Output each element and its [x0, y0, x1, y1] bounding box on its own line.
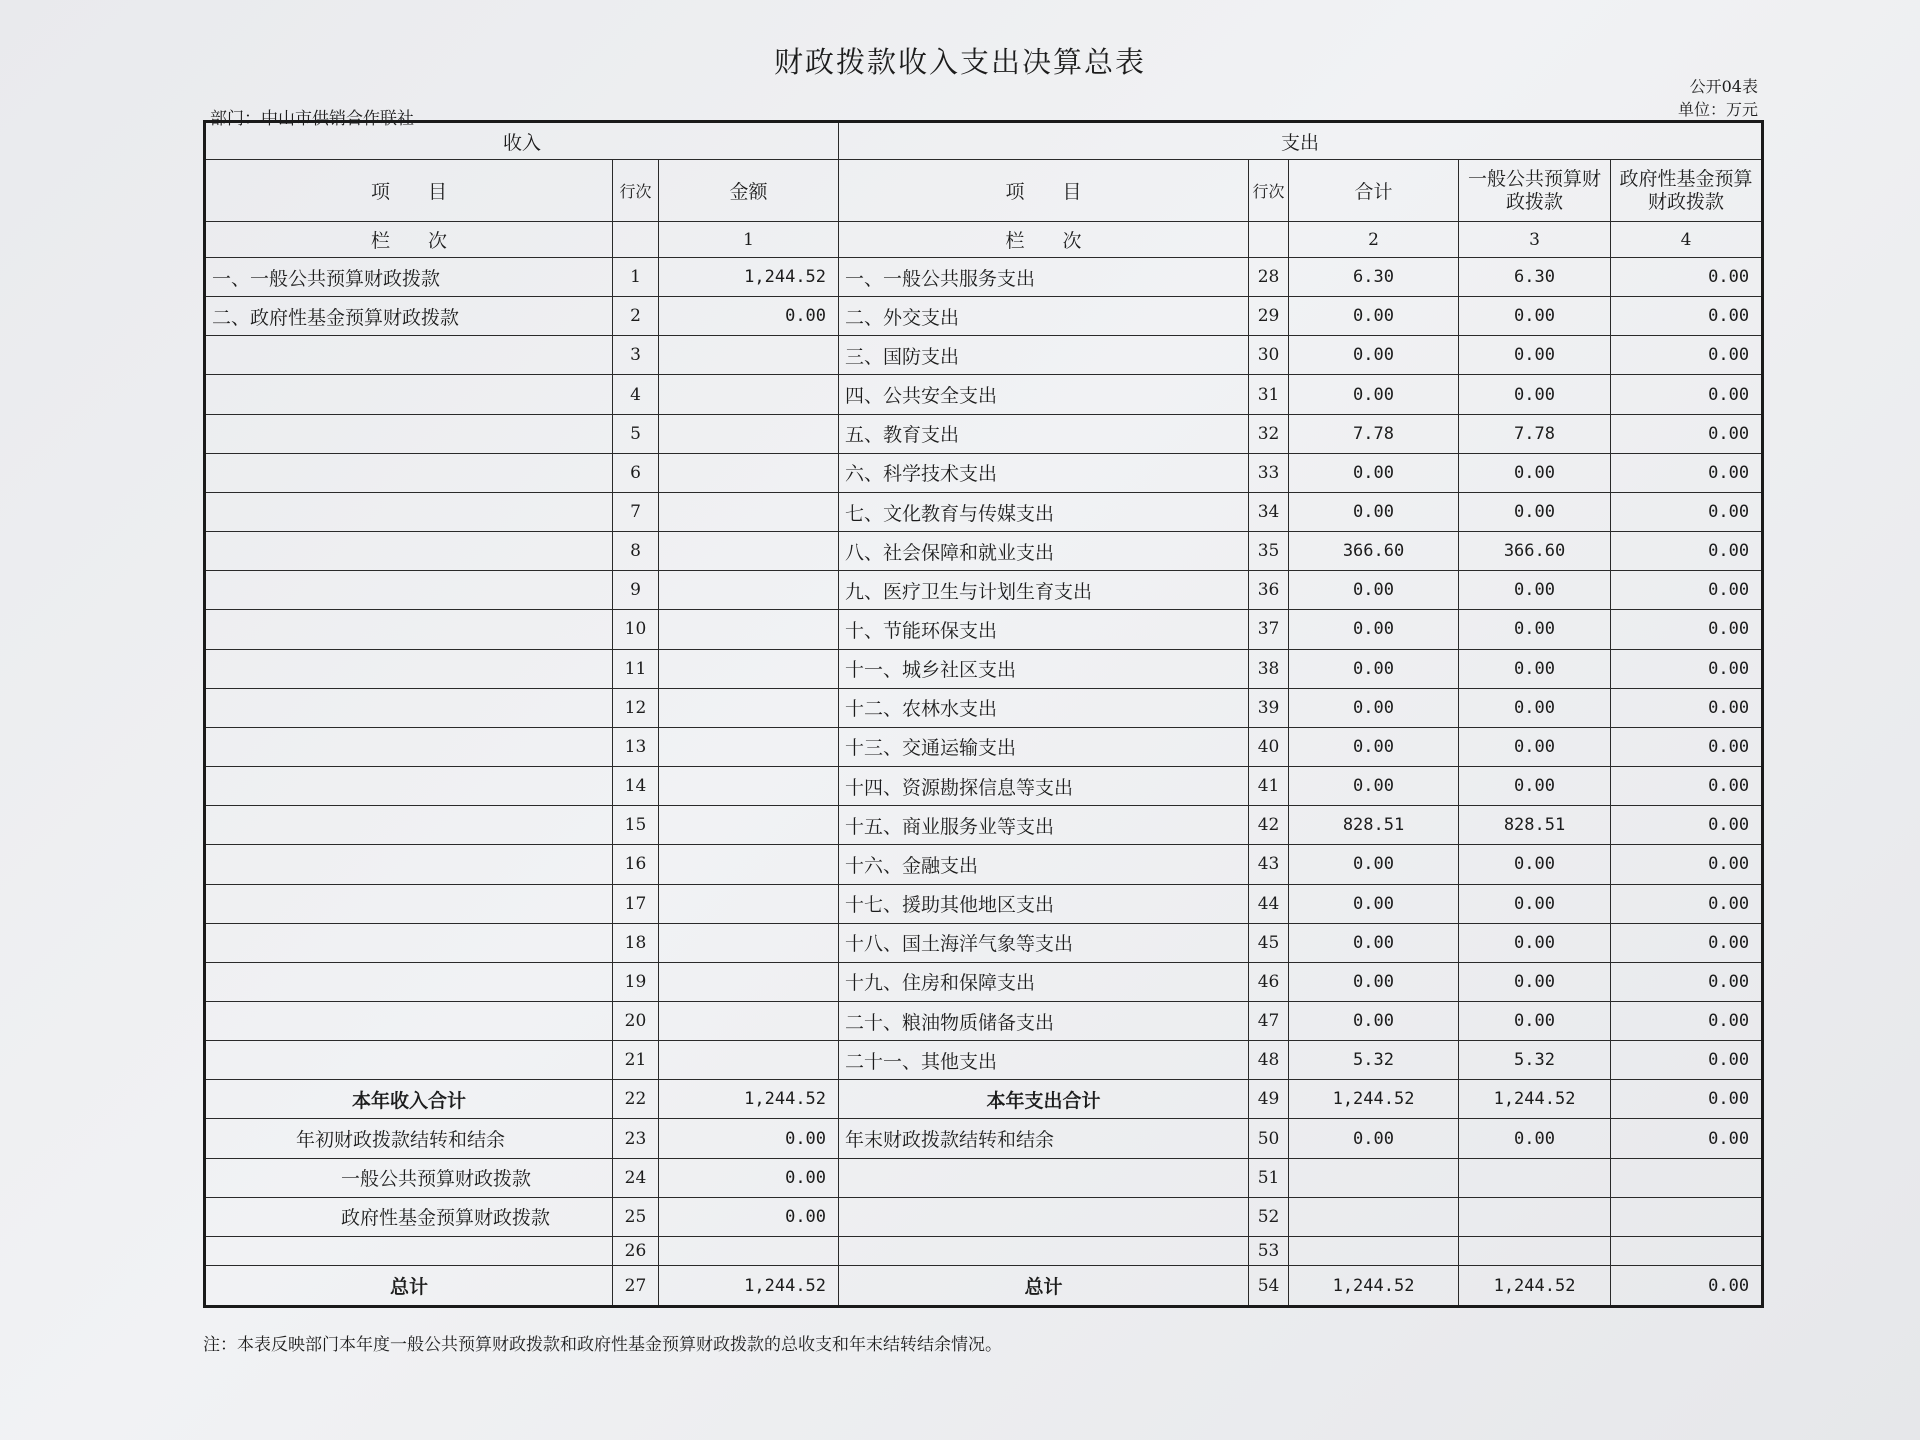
expense-item: 九、医疗卫生与计划生育支出 — [839, 571, 1249, 610]
expense-row-no: 42 — [1249, 806, 1289, 845]
income-item — [205, 649, 613, 688]
expense-gov-fund: 0.00 — [1611, 336, 1763, 375]
expense-row-no: 45 — [1249, 923, 1289, 962]
income-amount: 0.00 — [659, 1158, 839, 1197]
form-number: 公开04表 — [1689, 77, 1758, 96]
income-item: 本年收入合计 — [205, 1080, 613, 1119]
income-item — [205, 688, 613, 727]
income-row-no: 24 — [613, 1158, 659, 1197]
expense-total: 0.00 — [1289, 453, 1459, 492]
table-row — [205, 767, 1763, 806]
expense-total: 0.00 — [1289, 336, 1459, 375]
expense-gov-fund — [1611, 1158, 1763, 1197]
expense-general-budget: 1,244.52 — [1459, 1266, 1611, 1307]
expense-gov-fund: 0.00 — [1611, 923, 1763, 962]
expense-item: 十六、金融支出 — [839, 845, 1249, 884]
expense-total: 5.32 — [1289, 1041, 1459, 1080]
expense-item: 七、文化教育与传媒支出 — [839, 492, 1249, 531]
expense-item: 五、教育支出 — [839, 414, 1249, 453]
table-row — [205, 297, 1763, 336]
income-item — [205, 414, 613, 453]
expense-gov-fund — [1611, 1197, 1763, 1236]
expense-gov-fund: 0.00 — [1611, 1266, 1763, 1307]
expense-gov-fund: 0.00 — [1611, 571, 1763, 610]
expense-general-budget: 0.00 — [1459, 1119, 1611, 1158]
table-row — [205, 375, 1763, 414]
expense-item — [839, 1158, 1249, 1197]
expense-item: 十、节能环保支出 — [839, 610, 1249, 649]
expense-gov-fund: 0.00 — [1611, 492, 1763, 531]
income-amount — [659, 767, 839, 806]
footnote: 注：本表反映部门本年度一般公共预算财政拨款和政府性基金预算财政拨款的总收支和年末结转结余情况。 — [203, 1335, 1002, 1355]
expense-seq-label: 栏 次 — [839, 222, 1249, 258]
table-row — [205, 1119, 1763, 1158]
expense-row-no: 37 — [1249, 610, 1289, 649]
expense-item: 年末财政拨款结转和结余 — [839, 1119, 1249, 1158]
general-budget-header: 一般公共预算财政拨款 — [1459, 160, 1611, 222]
expense-seq-3: 3 — [1459, 222, 1611, 258]
expense-total: 366.60 — [1289, 532, 1459, 571]
header-row-columns — [205, 160, 1763, 222]
table-row — [205, 1197, 1763, 1236]
expense-row-no: 41 — [1249, 767, 1289, 806]
expense-general-budget — [1459, 1236, 1611, 1265]
income-row-no: 25 — [613, 1197, 659, 1236]
unit-label: 单位：万元 — [1677, 100, 1758, 119]
expense-row-no: 36 — [1249, 571, 1289, 610]
expense-item: 十七、援助其他地区支出 — [839, 884, 1249, 923]
expense-gov-fund: 0.00 — [1611, 297, 1763, 336]
table-row — [205, 1266, 1763, 1307]
expense-gov-fund: 0.00 — [1611, 727, 1763, 766]
income-amount — [659, 884, 839, 923]
expense-general-budget: 366.60 — [1459, 532, 1611, 571]
expense-general-budget: 1,244.52 — [1459, 1080, 1611, 1119]
expense-gov-fund: 0.00 — [1611, 1001, 1763, 1040]
expense-gov-fund: 0.00 — [1611, 610, 1763, 649]
expense-total: 0.00 — [1289, 375, 1459, 414]
income-row-no: 4 — [613, 375, 659, 414]
expense-gov-fund: 0.00 — [1611, 532, 1763, 571]
expense-row-no: 49 — [1249, 1080, 1289, 1119]
expense-general-budget — [1459, 1197, 1611, 1236]
expense-gov-fund: 0.00 — [1611, 375, 1763, 414]
income-item — [205, 923, 613, 962]
income-row-no: 11 — [613, 649, 659, 688]
page-title: 财政拨款收入支出决算总表 — [773, 45, 1146, 79]
expense-seq-4: 4 — [1611, 222, 1763, 258]
expense-total — [1289, 1236, 1459, 1265]
expense-general-budget: 7.78 — [1459, 414, 1611, 453]
income-amount — [659, 649, 839, 688]
income-item — [205, 336, 613, 375]
income-row-no: 17 — [613, 884, 659, 923]
income-amount — [659, 336, 839, 375]
income-row-no: 8 — [613, 532, 659, 571]
expense-item: 本年支出合计 — [839, 1080, 1249, 1119]
expense-header: 支出 — [839, 122, 1763, 160]
income-item — [205, 610, 613, 649]
income-amount — [659, 962, 839, 1001]
income-item — [205, 375, 613, 414]
expense-row-no: 43 — [1249, 845, 1289, 884]
expense-row-no: 46 — [1249, 962, 1289, 1001]
income-amount: 0.00 — [659, 1119, 839, 1158]
expense-item: 十八、国土海洋气象等支出 — [839, 923, 1249, 962]
income-row-no: 18 — [613, 923, 659, 962]
income-item — [205, 532, 613, 571]
expense-general-budget: 828.51 — [1459, 806, 1611, 845]
income-seq-label: 栏 次 — [205, 222, 613, 258]
expense-total: 0.00 — [1289, 1001, 1459, 1040]
expense-row-no: 40 — [1249, 727, 1289, 766]
expense-total-header: 合计 — [1289, 160, 1459, 222]
expense-gov-fund: 0.00 — [1611, 1080, 1763, 1119]
expense-item: 二、外交支出 — [839, 297, 1249, 336]
table-row — [205, 532, 1763, 571]
budget-table — [203, 120, 1764, 1308]
expense-total — [1289, 1197, 1459, 1236]
expense-item: 四、公共安全支出 — [839, 375, 1249, 414]
income-amount — [659, 1236, 839, 1265]
income-item — [205, 884, 613, 923]
income-amount — [659, 1041, 839, 1080]
expense-total: 0.00 — [1289, 845, 1459, 884]
expense-row-no: 29 — [1249, 297, 1289, 336]
table-row — [205, 1236, 1763, 1265]
expense-row-no: 38 — [1249, 649, 1289, 688]
expense-total: 0.00 — [1289, 767, 1459, 806]
department-label: 部门：中山市供销合作联社 — [210, 109, 414, 129]
expense-total: 0.00 — [1289, 297, 1459, 336]
income-row-no-header: 行次 — [613, 160, 659, 222]
income-item: 政府性基金预算财政拨款 — [205, 1197, 613, 1236]
expense-item: 十四、资源勘探信息等支出 — [839, 767, 1249, 806]
income-amount — [659, 806, 839, 845]
income-item — [205, 767, 613, 806]
expense-row-no: 32 — [1249, 414, 1289, 453]
expense-gov-fund — [1611, 1236, 1763, 1265]
table-row — [205, 610, 1763, 649]
income-header: 收入 — [205, 122, 839, 160]
expense-gov-fund: 0.00 — [1611, 453, 1763, 492]
income-row-no: 26 — [613, 1236, 659, 1265]
income-row-no: 19 — [613, 962, 659, 1001]
table-row — [205, 1158, 1763, 1197]
income-item: 总计 — [205, 1266, 613, 1307]
income-row-no: 15 — [613, 806, 659, 845]
income-amount — [659, 375, 839, 414]
income-amount — [659, 923, 839, 962]
expense-seq-2: 2 — [1289, 222, 1459, 258]
expense-total: 0.00 — [1289, 492, 1459, 531]
income-row-no: 7 — [613, 492, 659, 531]
income-row-no: 23 — [613, 1119, 659, 1158]
income-item — [205, 1236, 613, 1265]
table-row — [205, 962, 1763, 1001]
expense-item: 总计 — [839, 1266, 1249, 1307]
income-row-no: 1 — [613, 258, 659, 297]
expense-total — [1289, 1158, 1459, 1197]
income-seq-blank — [613, 222, 659, 258]
income-amount: 1,244.52 — [659, 258, 839, 297]
expense-general-budget: 0.00 — [1459, 649, 1611, 688]
expense-gov-fund: 0.00 — [1611, 649, 1763, 688]
expense-gov-fund: 0.00 — [1611, 962, 1763, 1001]
expense-general-budget: 0.00 — [1459, 767, 1611, 806]
expense-row-no: 28 — [1249, 258, 1289, 297]
expense-total: 0.00 — [1289, 649, 1459, 688]
table-row — [205, 923, 1763, 962]
income-item: 二、政府性基金预算财政拨款 — [205, 297, 613, 336]
expense-row-no-header: 行次 — [1249, 160, 1289, 222]
expense-general-budget: 0.00 — [1459, 492, 1611, 531]
table-row — [205, 884, 1763, 923]
expense-row-no: 31 — [1249, 375, 1289, 414]
income-amount: 0.00 — [659, 297, 839, 336]
expense-item: 十一、城乡社区支出 — [839, 649, 1249, 688]
header-row-seq — [205, 222, 1763, 258]
expense-item: 八、社会保障和就业支出 — [839, 532, 1249, 571]
expense-seq-blank — [1249, 222, 1289, 258]
expense-row-no: 34 — [1249, 492, 1289, 531]
expense-general-budget: 0.00 — [1459, 1001, 1611, 1040]
expense-gov-fund: 0.00 — [1611, 884, 1763, 923]
income-item-header: 项 目 — [205, 160, 613, 222]
expense-general-budget: 0.00 — [1459, 297, 1611, 336]
table-row — [205, 1041, 1763, 1080]
income-row-no: 16 — [613, 845, 659, 884]
income-seq-1: 1 — [659, 222, 839, 258]
table-row — [205, 258, 1763, 297]
expense-row-no: 44 — [1249, 884, 1289, 923]
income-item: 一、一般公共预算财政拨款 — [205, 258, 613, 297]
table-row — [205, 492, 1763, 531]
expense-general-budget — [1459, 1158, 1611, 1197]
expense-general-budget: 0.00 — [1459, 571, 1611, 610]
income-amount — [659, 453, 839, 492]
expense-row-no: 30 — [1249, 336, 1289, 375]
table-body — [205, 258, 1763, 1307]
expense-item: 二十、粮油物质储备支出 — [839, 1001, 1249, 1040]
expense-item: 二十一、其他支出 — [839, 1041, 1249, 1080]
income-amount — [659, 532, 839, 571]
expense-gov-fund: 0.00 — [1611, 258, 1763, 297]
expense-row-no: 51 — [1249, 1158, 1289, 1197]
expense-row-no: 35 — [1249, 532, 1289, 571]
income-row-no: 6 — [613, 453, 659, 492]
income-row-no: 21 — [613, 1041, 659, 1080]
expense-general-budget: 0.00 — [1459, 727, 1611, 766]
expense-general-budget: 5.32 — [1459, 1041, 1611, 1080]
expense-total: 0.00 — [1289, 571, 1459, 610]
expense-general-budget: 0.00 — [1459, 375, 1611, 414]
income-item: 一般公共预算财政拨款 — [205, 1158, 613, 1197]
expense-row-no: 53 — [1249, 1236, 1289, 1265]
expense-item-header: 项 目 — [839, 160, 1249, 222]
income-item — [205, 492, 613, 531]
income-item — [205, 453, 613, 492]
expense-row-no: 47 — [1249, 1001, 1289, 1040]
income-row-no: 14 — [613, 767, 659, 806]
income-amount — [659, 845, 839, 884]
expense-row-no: 52 — [1249, 1197, 1289, 1236]
expense-gov-fund: 0.00 — [1611, 806, 1763, 845]
expense-row-no: 50 — [1249, 1119, 1289, 1158]
income-row-no: 10 — [613, 610, 659, 649]
header-row-sections — [205, 122, 1763, 160]
expense-item — [839, 1197, 1249, 1236]
income-item — [205, 806, 613, 845]
income-row-no: 3 — [613, 336, 659, 375]
expense-item — [839, 1236, 1249, 1265]
expense-total: 828.51 — [1289, 806, 1459, 845]
expense-gov-fund: 0.00 — [1611, 688, 1763, 727]
expense-total: 0.00 — [1289, 923, 1459, 962]
table-row — [205, 845, 1763, 884]
table-row — [205, 336, 1763, 375]
expense-item: 十三、交通运输支出 — [839, 727, 1249, 766]
income-amount — [659, 571, 839, 610]
expense-total: 0.00 — [1289, 962, 1459, 1001]
income-amount — [659, 610, 839, 649]
table-row — [205, 1080, 1763, 1119]
expense-total: 0.00 — [1289, 727, 1459, 766]
income-amount — [659, 688, 839, 727]
table-row — [205, 806, 1763, 845]
expense-total: 7.78 — [1289, 414, 1459, 453]
expense-total: 1,244.52 — [1289, 1080, 1459, 1119]
income-row-no: 5 — [613, 414, 659, 453]
income-item — [205, 571, 613, 610]
expense-gov-fund: 0.00 — [1611, 1119, 1763, 1158]
expense-item: 三、国防支出 — [839, 336, 1249, 375]
expense-item: 十二、农林水支出 — [839, 688, 1249, 727]
income-item — [205, 727, 613, 766]
expense-total: 6.30 — [1289, 258, 1459, 297]
income-amount — [659, 414, 839, 453]
expense-general-budget: 0.00 — [1459, 884, 1611, 923]
expense-gov-fund: 0.00 — [1611, 1041, 1763, 1080]
expense-item: 一、一般公共服务支出 — [839, 258, 1249, 297]
income-row-no: 22 — [613, 1080, 659, 1119]
expense-total: 0.00 — [1289, 688, 1459, 727]
income-amount-header: 金额 — [659, 160, 839, 222]
expense-general-budget: 0.00 — [1459, 962, 1611, 1001]
expense-item: 十五、商业服务业等支出 — [839, 806, 1249, 845]
income-row-no: 13 — [613, 727, 659, 766]
income-row-no: 2 — [613, 297, 659, 336]
income-item — [205, 845, 613, 884]
income-row-no: 9 — [613, 571, 659, 610]
expense-row-no: 54 — [1249, 1266, 1289, 1307]
income-amount: 0.00 — [659, 1197, 839, 1236]
expense-item: 六、科学技术支出 — [839, 453, 1249, 492]
expense-total: 0.00 — [1289, 1119, 1459, 1158]
income-row-no: 27 — [613, 1266, 659, 1307]
expense-general-budget: 0.00 — [1459, 453, 1611, 492]
expense-general-budget: 0.00 — [1459, 688, 1611, 727]
expense-gov-fund: 0.00 — [1611, 414, 1763, 453]
gov-fund-header: 政府性基金预算财政拨款 — [1611, 160, 1763, 222]
income-row-no: 20 — [613, 1001, 659, 1040]
income-item — [205, 962, 613, 1001]
table-row — [205, 649, 1763, 688]
income-amount — [659, 727, 839, 766]
table-row — [205, 688, 1763, 727]
table-row — [205, 414, 1763, 453]
expense-total: 0.00 — [1289, 884, 1459, 923]
expense-total: 1,244.52 — [1289, 1266, 1459, 1307]
income-item: 年初财政拨款结转和结余 — [205, 1119, 613, 1158]
expense-general-budget: 6.30 — [1459, 258, 1611, 297]
income-amount — [659, 492, 839, 531]
expense-gov-fund: 0.00 — [1611, 845, 1763, 884]
income-item — [205, 1001, 613, 1040]
expense-general-budget: 0.00 — [1459, 923, 1611, 962]
table-row — [205, 727, 1763, 766]
table-row — [205, 453, 1763, 492]
income-item — [205, 1041, 613, 1080]
expense-row-no: 33 — [1249, 453, 1289, 492]
income-amount: 1,244.52 — [659, 1266, 839, 1307]
income-amount: 1,244.52 — [659, 1080, 839, 1119]
expense-general-budget: 0.00 — [1459, 336, 1611, 375]
expense-item: 十九、住房和保障支出 — [839, 962, 1249, 1001]
table-row — [205, 571, 1763, 610]
expense-general-budget: 0.00 — [1459, 610, 1611, 649]
expense-row-no: 39 — [1249, 688, 1289, 727]
expense-row-no: 48 — [1249, 1041, 1289, 1080]
table-row — [205, 1001, 1763, 1040]
expense-general-budget: 0.00 — [1459, 845, 1611, 884]
expense-gov-fund: 0.00 — [1611, 767, 1763, 806]
income-row-no: 12 — [613, 688, 659, 727]
income-amount — [659, 1001, 839, 1040]
expense-total: 0.00 — [1289, 610, 1459, 649]
